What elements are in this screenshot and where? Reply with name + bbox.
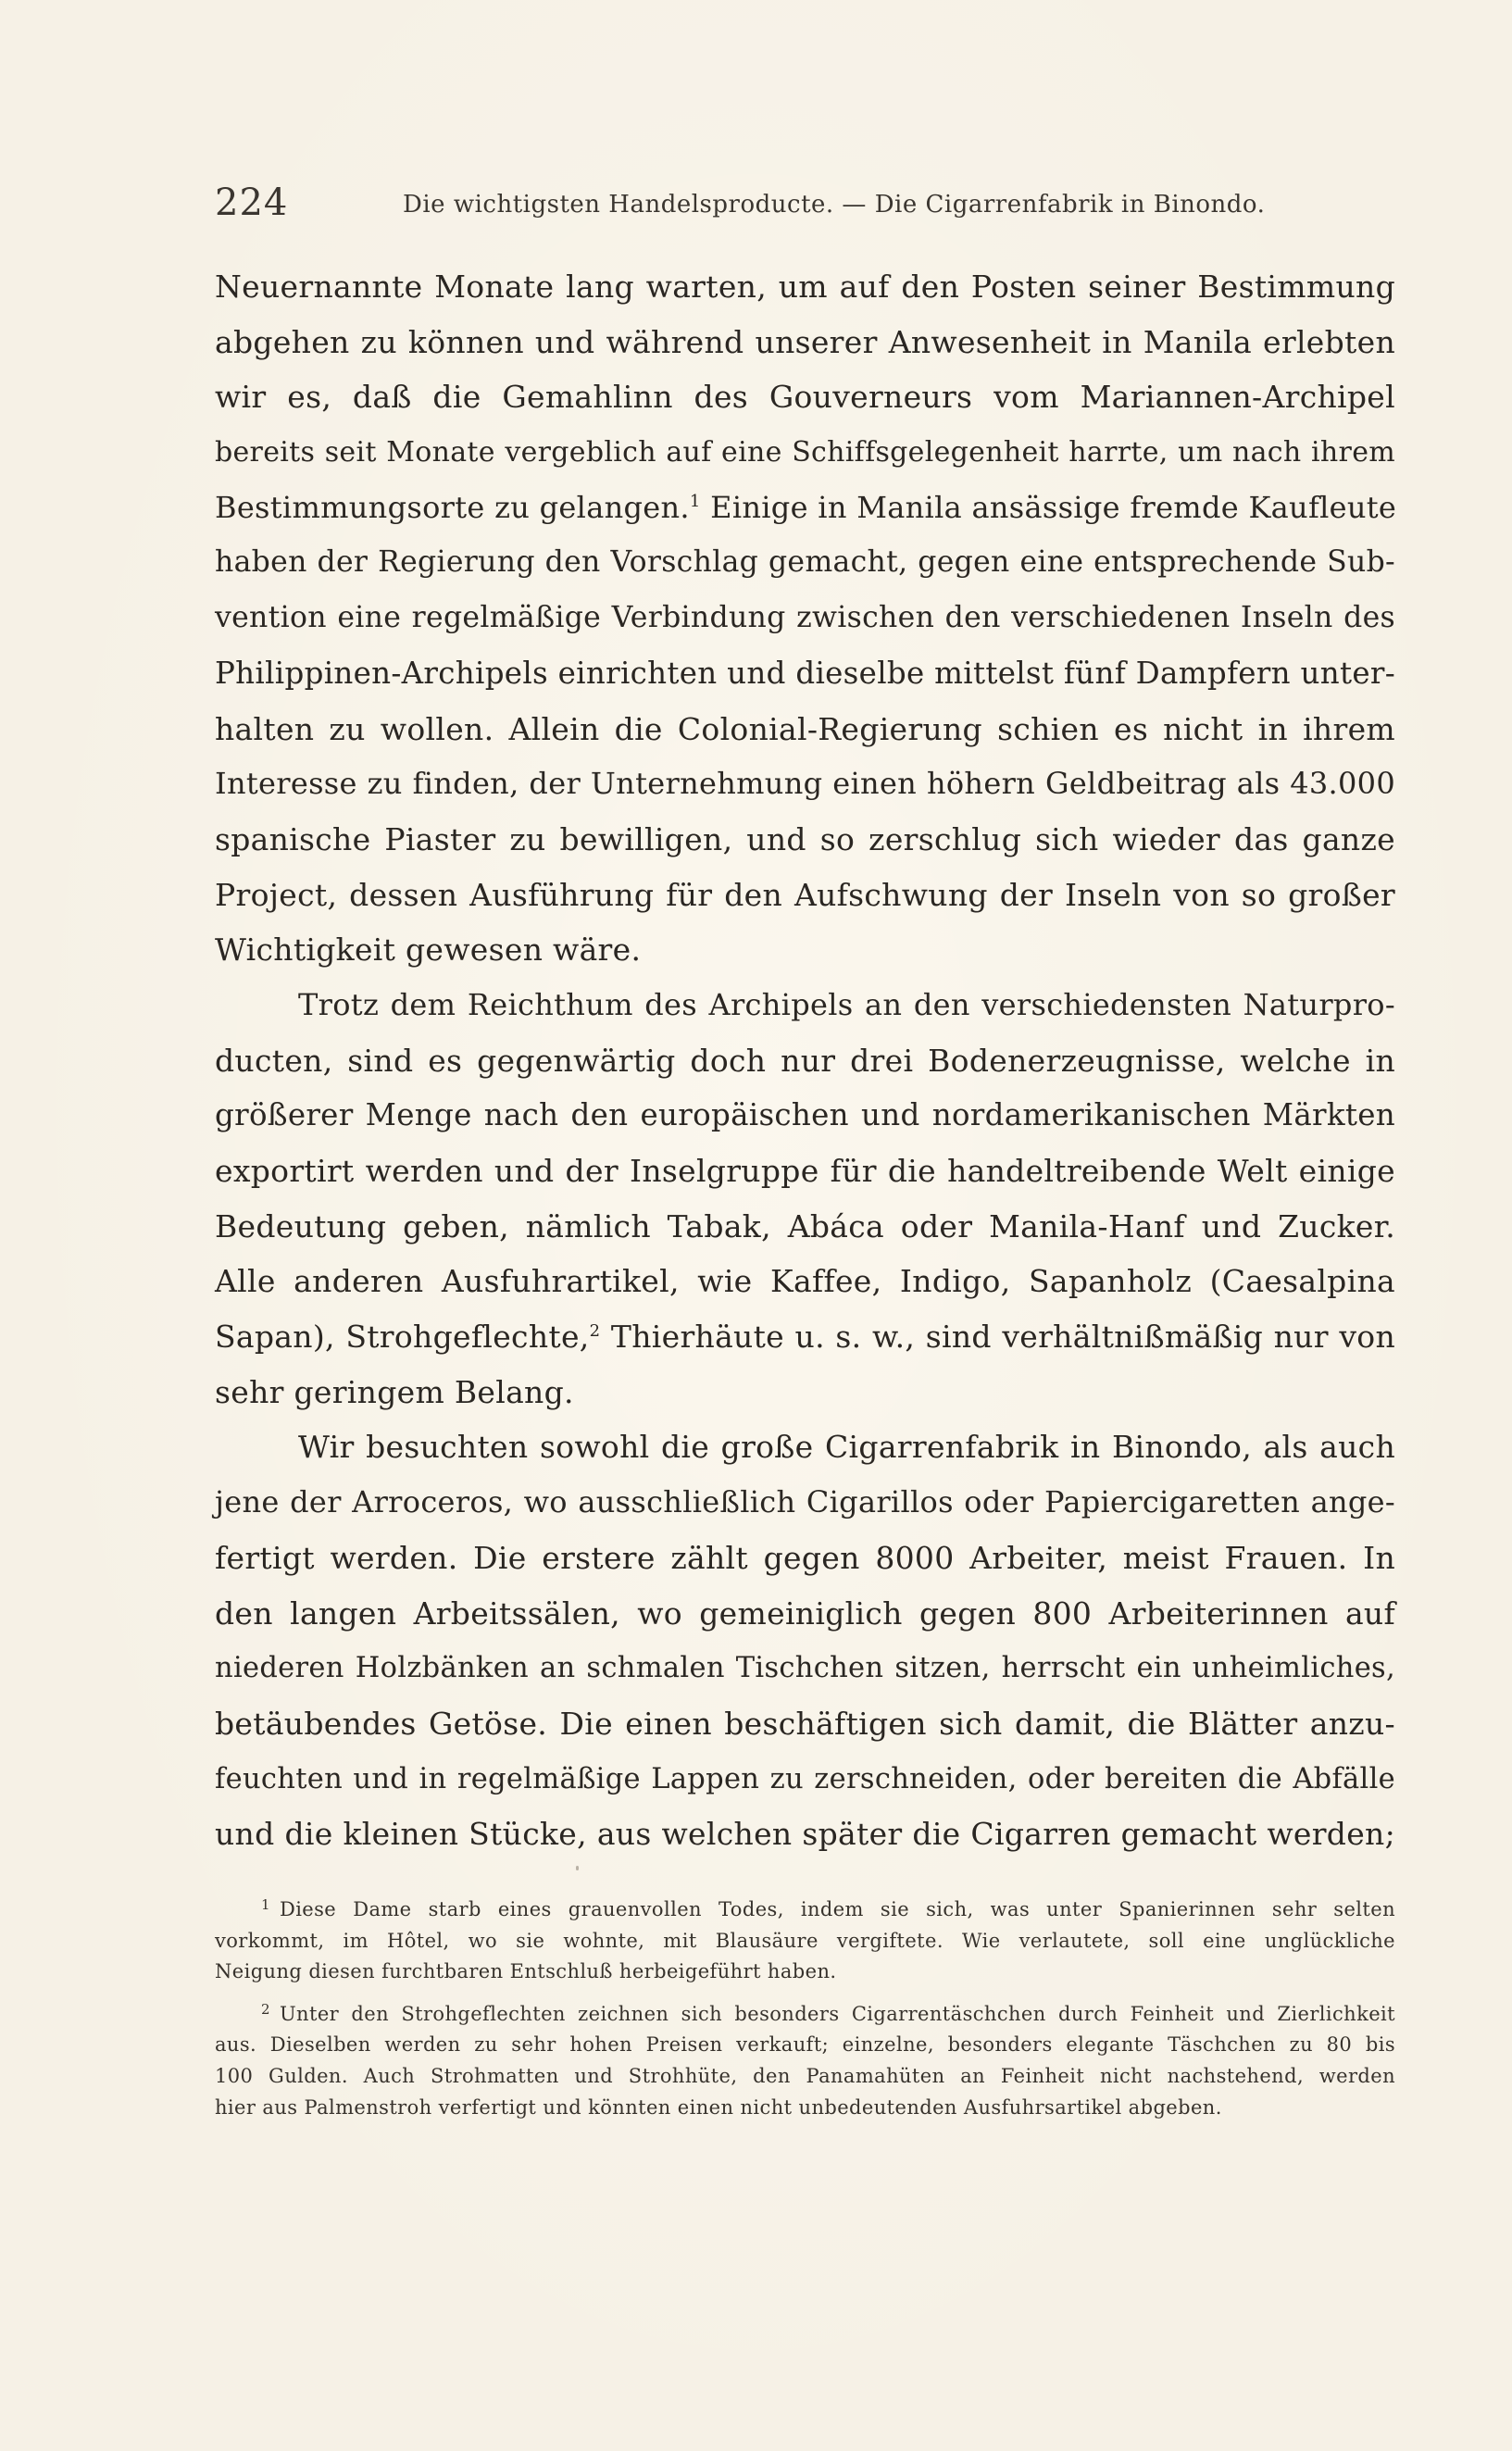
text-line: sehr geringem Belang. [215, 1373, 574, 1410]
footnotes [215, 1895, 1395, 2123]
text-line: niederen Holzbänken an schmalen Tischchen sitzen, herrscht ein unheimliches, [215, 1652, 1395, 1685]
text-line [215, 481, 1395, 536]
text-line: ducten, sind es gegenwärtig doch nur drei Bodenerzeugnisse, welche in [215, 1042, 1395, 1079]
text-line: vention eine regelmäßige Verbindung zwischen den verschiedenen Inseln des [215, 601, 1395, 635]
footnote-line: aus. Dieselben werden zu sehr hohen Preisen verkauft; einzelne, besonders elegante Täschchen zu 80 bis [215, 2033, 1395, 2057]
text-line: Bedeutung geben, nämlich Tabak, Abáca oder Manila-Hanf und Zucker. [215, 1207, 1395, 1244]
text-line: Interesse zu finden, der Unternehmung einen höhern Geldbeitrag als 43.000 [215, 766, 1395, 802]
text-segment: Einige in Manila ansässige fremde Kaufleute [710, 489, 1397, 525]
text-line: Wir besuchten sowohl die große Cigarrenfabrik in Binondo, als auch [298, 1429, 1395, 1466]
text-line: Project, dessen Ausführung für den Aufschwung der Inseln von so großer [215, 876, 1395, 913]
footnote-marker: 2 [261, 2000, 270, 2018]
text-line: jene der Arroceros, wo ausschließlich Cigarillos oder Papiercigaretten ange- [215, 1484, 1395, 1520]
text-line: Wichtigkeit gewesen wäre. [215, 932, 642, 969]
footnote-reference[interactable]: 1 [689, 491, 701, 511]
text-line: haben der Regierung den Vorschlag gemacht, gegen eine entsprechende Sub- [215, 545, 1395, 580]
footnote-line: Neigung diesen furchtbaren Entschluß herbeigeführt haben. [215, 1960, 837, 1983]
text-line: größerer Menge nach den europäischen und nordamerikanischen Märkten [215, 1097, 1395, 1133]
footnote-line: 100 Gulden. Auch Strohmatten und Strohhüte, den Panamahüten an Feinheit nicht nachstehend, werden [215, 2064, 1395, 2087]
text-line: bereits seit Monate vergeblich auf eine Schiffsgelegenheit harrte, um nach ihrem [215, 436, 1395, 469]
text-line: fertigt werden. Die erstere zählt gegen 8000 Arbeiter, meist Frauen. In [215, 1539, 1395, 1576]
page-number: 224 [215, 181, 289, 224]
running-head: Die wichtigsten Handelsproducte. — Die Cigarrenfabrik in Binondo. [403, 191, 1266, 219]
text-line: spanische Piaster zu bewilligen, und so zerschlug sich wieder das ganze [215, 820, 1395, 857]
text-line: Neuernannte Monate lang warten, um auf den Posten seiner Bestimmung [215, 269, 1395, 305]
text-line: betäubendes Getöse. Die einen beschäftigen sich damit, die Blätter anzu- [215, 1705, 1395, 1742]
footnote-reference[interactable]: 2 [589, 1321, 601, 1342]
text-line: den langen Arbeitssälen, wo gemeiniglich gegen 800 Arbeiterinnen auf [215, 1594, 1395, 1632]
text-segment: Thierhäute u. s. w., sind verhältnißmäßig nur von [610, 1319, 1395, 1356]
text-line: Trotz dem Reichthum des Archipels an den verschiedensten Naturpro- [298, 986, 1395, 1022]
footnote-line: hier aus Palmenstroh verfertigt und könnten einen nicht unbedeutenden Ausfuhrsartikel abgeben. [215, 2095, 1222, 2119]
text-line: feuchten und in regelmäßige Lappen zu zerschneiden, oder bereiten die Abfälle [215, 1762, 1395, 1795]
main-text [215, 259, 1395, 1862]
footnote-line [215, 1895, 1395, 1926]
text-line: Alle anderen Ausfuhrartikel, wie Kaffee, Indigo, Sapanholz (Caesalpina [215, 1263, 1395, 1300]
text-line: exportirt werden und der Inselgruppe für die handeltreibende Welt einige [215, 1153, 1395, 1189]
footnote-line: vorkommt, im Hôtel, wo sie wohnte, mit Blausäure vergiftete. Wie verlautete, soll eine unglückliche [215, 1929, 1395, 1952]
text-segment: Unter den Strohgeflechten zeichnen sich besonders Cigarrentäschchen durch Feinheit und Zierlichkeit [279, 2002, 1395, 2025]
text-line: und die kleinen Stücke, aus welchen später die Cigarren gemacht werden; [215, 1816, 1395, 1853]
footnote-gap [215, 1988, 1395, 1999]
page-header [215, 181, 1298, 228]
footnote-line [215, 1999, 1395, 2031]
text-segment: Bestimmungsorte zu gelangen. [215, 489, 690, 525]
text-segment: Diese Dame starb eines grauenvollen Todes, indem sie sich, was unter Spanierinnen sehr selten [279, 1898, 1395, 1920]
text-line: Philippinen-Archipels einrichten und dieselbe mittelst fünf Dampfern unter- [215, 655, 1395, 691]
text-line: halten zu wollen. Allein die Colonial-Regierung schien es nicht in ihrem [215, 710, 1395, 747]
text-line: wir es, daß die Gemahlinn des Gouverneurs vom Mariannen-Archipel [215, 379, 1395, 416]
paper-speck [576, 1866, 579, 1870]
footnote-marker: 1 [261, 1896, 270, 1913]
text-line [215, 1309, 1395, 1365]
text-segment: Sapan), Strohgeflechte, [215, 1319, 590, 1356]
text-line: abgehen zu können und während unserer Anwesenheit in Manila erlebten [215, 323, 1395, 360]
